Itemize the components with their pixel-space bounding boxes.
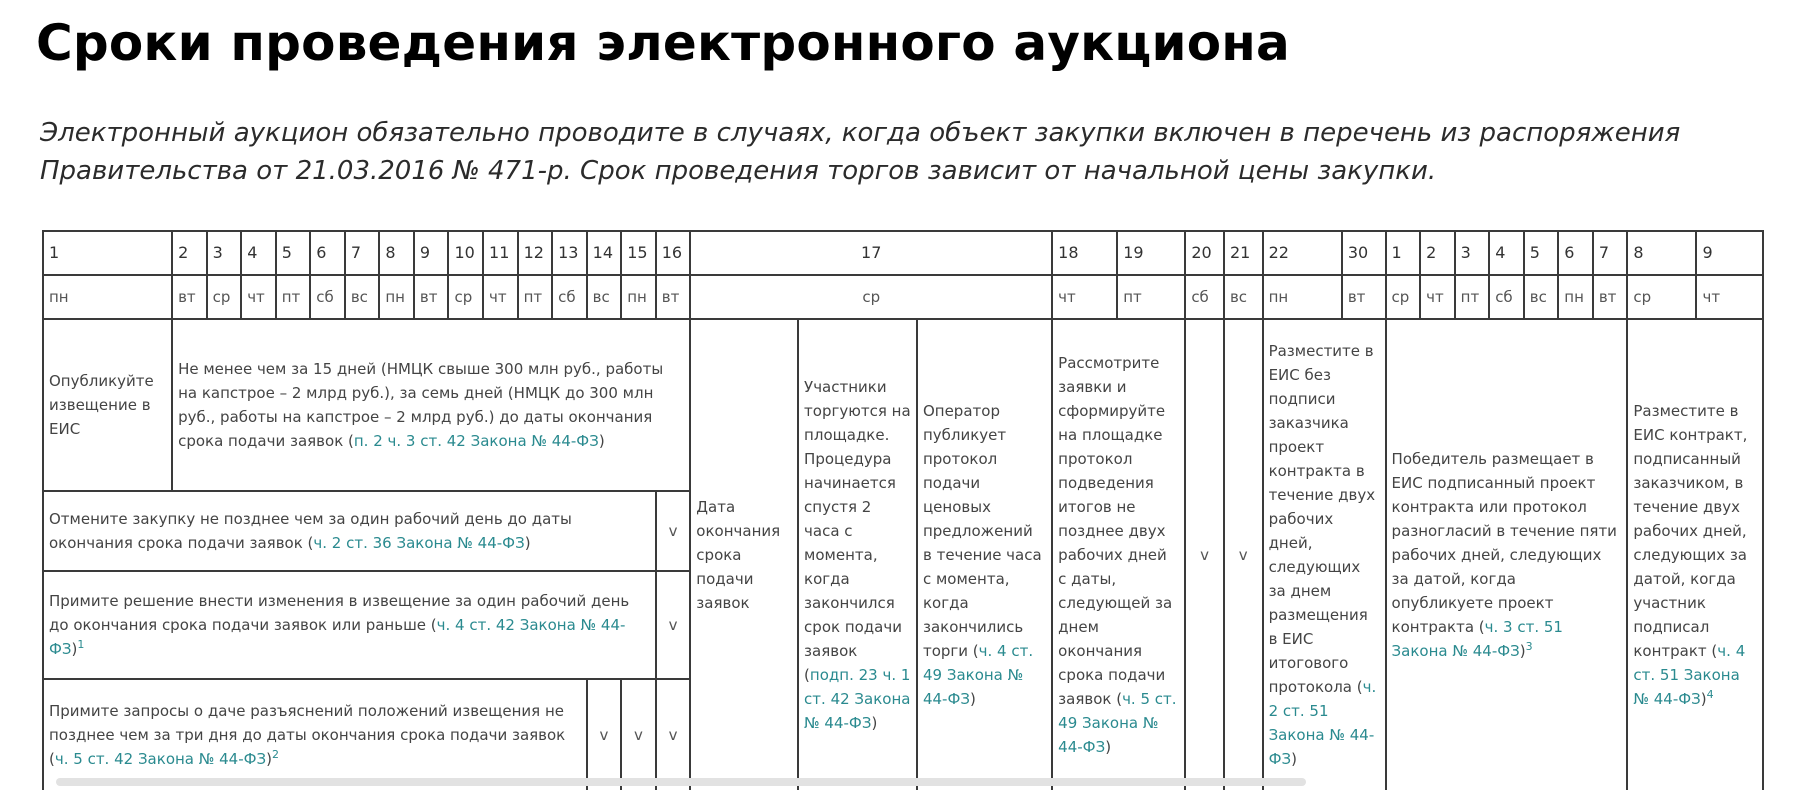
weekday-cell: вт <box>1593 275 1628 319</box>
horizontal-scrollbar[interactable] <box>56 778 1306 786</box>
weekday-cell: ср <box>690 275 1052 319</box>
day-cell: 1 <box>43 231 172 275</box>
cancel-cell: Отмените закупку не позднее чем за один рабочий день до даты окончания срока подачи заявок (ч. 2 ст. 36 Закона № 44-ФЗ) <box>43 491 656 571</box>
weekday-cell: вт <box>1342 275 1386 319</box>
weekday-cell: чт <box>1420 275 1455 319</box>
weekday-cell: вт <box>656 275 691 319</box>
v-mark: v <box>656 679 691 790</box>
v-mark: v <box>1224 319 1263 790</box>
day-cell: 13 <box>552 231 587 275</box>
clarify-cell: Примите запросы о даче разъяснений положений извещения не позднее чем за три дня до даты окончания срока подачи заявок (ч. 5 ст. 42 Закона № 44-ФЗ)$^2$ <box>43 679 587 790</box>
weekday-cell: пт <box>1117 275 1185 319</box>
weekday-cell: ср <box>1627 275 1696 319</box>
day-cell: 2 <box>1420 231 1455 275</box>
weekday-row <box>43 275 1763 319</box>
weekday-cell: ср <box>448 275 483 319</box>
v-mark: v <box>1185 319 1224 790</box>
publish-row <box>43 319 1763 491</box>
day-cell: 4 <box>1489 231 1524 275</box>
weekday-cell: сб <box>1489 275 1524 319</box>
bidding-cell: Участники торгуются на площадке. Процедура начинается спустя 2 часа с момента, когда закончился срок подачи заявок (подп. 23 ч. 1 ст. 42 Закона № 44-ФЗ) <box>798 319 917 790</box>
weekday-cell: пт <box>276 275 311 319</box>
publish-text-cell: Не менее чем за 15 дней (НМЦК свыше 300 млн руб., работы на капстрое – 2 млрд руб.), за семь дней (НМЦК до 300 млн руб., работы на капстрое – 2 млрд руб.) до даты окончания срока подачи заявок (п. 2 ч. 3 ст. 42 Закона № 44-ФЗ) <box>172 319 690 491</box>
timeline-table-container <box>42 230 1764 790</box>
final-law-link[interactable]: ч. 4 ст. 51 Закона № 44-ФЗ <box>1633 642 1746 708</box>
day-cell: 5 <box>1524 231 1559 275</box>
weekday-cell: вт <box>172 275 207 319</box>
weekday-cell: пт <box>1455 275 1490 319</box>
weekday-cell: ср <box>207 275 242 319</box>
weekday-cell: вт <box>414 275 449 319</box>
day-cell: 17 <box>690 231 1052 275</box>
day-cell: 11 <box>483 231 518 275</box>
weekday-cell: пт <box>518 275 553 319</box>
weekday-cell: пн <box>1558 275 1593 319</box>
v-mark: v <box>656 571 691 679</box>
day-cell: 9 <box>1696 231 1763 275</box>
day-cell: 18 <box>1052 231 1117 275</box>
day-cell: 14 <box>587 231 622 275</box>
weekday-cell: чт <box>1696 275 1763 319</box>
weekday-cell: вс <box>1224 275 1263 319</box>
day-cell: 3 <box>1455 231 1490 275</box>
v-mark: v <box>621 679 656 790</box>
v-mark: v <box>656 491 691 571</box>
cancel-law-link[interactable]: ч. 2 ст. 36 Закона № 44-ФЗ <box>313 534 525 552</box>
change-cell: Примите решение внести изменения в извещение за один рабочий день до окончания срока подачи заявок или раньше (ч. 4 ст. 42 Закона № 44-ФЗ)$^1$ <box>43 571 656 679</box>
day-cell: 22 <box>1263 231 1342 275</box>
publish-label-cell: Опубликуйте извещение в ЕИС <box>43 319 172 491</box>
bidding-law-link[interactable]: подп. 23 ч. 1 ст. 42 Закона № 44-ФЗ <box>804 666 911 732</box>
weekday-cell: пн <box>379 275 414 319</box>
final-cell: Разместите в ЕИС контракт, подписанный заказчиком, в течение двух рабочих дней, следующих за датой, когда участник подписал контракт (ч. 4 ст. 51 Закона № 44-ФЗ)$^4$ <box>1627 319 1763 790</box>
footnote-mark[interactable]: 4 <box>1706 688 1714 701</box>
day-cell: 6 <box>310 231 345 275</box>
weekday-cell: вс <box>587 275 622 319</box>
day-cell: 7 <box>345 231 380 275</box>
day-cell: 7 <box>1593 231 1628 275</box>
day-cell: 21 <box>1224 231 1263 275</box>
day-cell: 6 <box>1558 231 1593 275</box>
weekday-cell: вс <box>345 275 380 319</box>
clarify-law-link[interactable]: ч. 5 ст. 42 Закона № 44-ФЗ <box>54 750 267 768</box>
winner-cell: Победитель размещает в ЕИС подписанный проект контракта или протокол разногласий в течение пяти рабочих дней, следующих за датой, когда опубликуете проект контракта (ч. 3 ст. 51 Закона № 44-ФЗ)$^3$ <box>1386 319 1628 790</box>
day-number-row <box>43 231 1763 275</box>
weekday-cell: сб <box>310 275 345 319</box>
day-cell: 15 <box>621 231 656 275</box>
weekday-cell: ср <box>1386 275 1421 319</box>
protocol-law-link[interactable]: ч. 4 ст. 49 Закона № 44-ФЗ <box>922 642 1034 708</box>
day-cell: 20 <box>1185 231 1224 275</box>
draft-cell: Разместите в ЕИС без подписи заказчика проект контракта в течение двух рабочих дней, следующих за днем размещения в ЕИС итогового протокола (ч. 2 ст. 51 Закона № 44-ФЗ) <box>1263 319 1386 790</box>
day-cell: 9 <box>414 231 449 275</box>
day-cell: 8 <box>1627 231 1696 275</box>
winner-law-link[interactable]: ч. 3 ст. 51 Закона № 44-ФЗ <box>1391 618 1563 660</box>
footnote-mark[interactable]: 3 <box>1525 640 1533 653</box>
weekday-cell: чт <box>483 275 518 319</box>
day-cell: 30 <box>1342 231 1386 275</box>
publish-text: Не менее чем за 15 дней (НМЦК свыше 300 млн руб., работы на капстрое – 2 млрд руб.), за семь дней (НМЦК до 300 млн руб., работы на капстрое – 2 млрд руб.) до даты окончания срока подачи заявок ( <box>178 360 664 450</box>
day-cell: 2 <box>172 231 207 275</box>
weekday-cell: сб <box>1185 275 1224 319</box>
day-cell: 1 <box>1386 231 1421 275</box>
weekday-cell: чт <box>241 275 276 319</box>
weekday-cell: пн <box>621 275 656 319</box>
review-law-link[interactable]: ч. 5 ст. 49 Закона № 44-ФЗ <box>1058 690 1177 756</box>
day-cell: 5 <box>276 231 311 275</box>
page-title: Сроки проведения электронного аукциона <box>36 14 1290 72</box>
weekday-cell: пн <box>1263 275 1342 319</box>
review-cell: Рассмотрите заявки и сформируйте на площадке протокол подведения итогов не позднее двух рабочих дней с даты, следующей за днем окончания срока подачи заявок (ч. 5 ст. 49 Закона № 44-ФЗ) <box>1052 319 1185 790</box>
publish-law-link[interactable]: п. 2 ч. 3 ст. 42 Закона № 44-ФЗ <box>353 432 599 450</box>
day-cell: 3 <box>207 231 242 275</box>
draft-law-link[interactable]: ч. 2 ст. 51 Закона № 44-ФЗ <box>1268 678 1377 768</box>
footnote-mark[interactable]: 2 <box>272 748 280 761</box>
change-law-link[interactable]: ч. 4 ст. 42 Закона № 44-ФЗ <box>49 616 626 658</box>
day-cell: 16 <box>656 231 691 275</box>
weekday-cell: чт <box>1052 275 1117 319</box>
timeline-table <box>42 230 1764 790</box>
protocol-cell: Оператор публикует протокол подачи ценовых предложений в течение часа с момента, когда закончились торги (ч. 4 ст. 49 Закона № 44-ФЗ) <box>917 319 1052 790</box>
v-mark: v <box>587 679 622 790</box>
day-cell: 4 <box>241 231 276 275</box>
weekday-cell: пн <box>43 275 172 319</box>
weekday-cell: сб <box>552 275 587 319</box>
day-cell: 8 <box>379 231 414 275</box>
weekday-cell: вс <box>1524 275 1559 319</box>
lead-paragraph: Электронный аукцион обязательно проводите в случаях, когда объект закупки включен в перечень из распоряжения Правительства от 21.03.2016 № 471-р. Срок проведения торгов зависит от начальной цены закупки. <box>40 118 1681 186</box>
day-cell: 10 <box>448 231 483 275</box>
day-cell: 19 <box>1117 231 1185 275</box>
day-cell: 12 <box>518 231 553 275</box>
footnote-mark[interactable]: 1 <box>77 638 85 651</box>
deadline-cell: Дата окончания срока подачи заявок <box>690 319 798 790</box>
